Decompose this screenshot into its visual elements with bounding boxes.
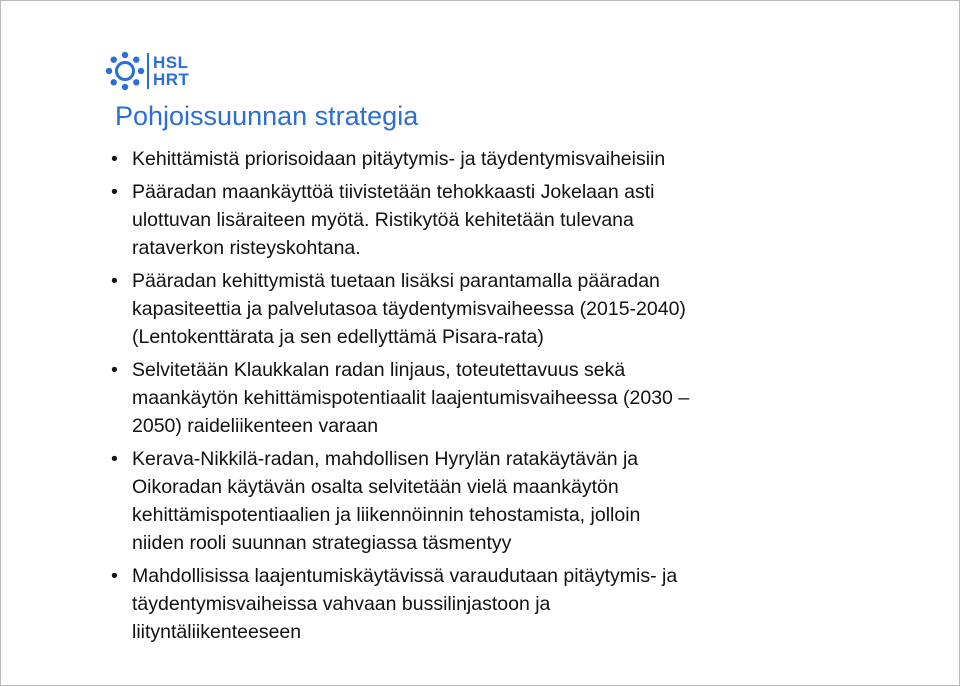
bullet-dot: •	[111, 148, 118, 170]
bullet-text-line: täydentymisvaiheissa vahvaan bussilinjastoon ja	[132, 593, 551, 615]
bullet-text-line: (Lentokenttärata ja sen edellyttämä Pisara-rata)	[132, 326, 544, 348]
hsl-logo	[105, 51, 205, 91]
bullet-item	[109, 145, 929, 173]
hsl-sun-icon	[105, 51, 149, 91]
bullet-text-line: Oikoradan käytävän osalta selvitetään vielä maankäytön	[132, 476, 619, 498]
bullet-text-line: kapasiteettia ja palvelutasoa täydentymisvaiheessa (2015-2040)	[132, 298, 686, 320]
bullet-text-line: rataverkon risteyskohtana.	[132, 237, 361, 259]
bullet-item	[109, 562, 929, 646]
bullet-text-line: kehittämispotentiaalien ja liikennöinnin tehostamista, jolloin	[132, 504, 641, 526]
bullet-text-line: maankäytön kehittämispotentiaalit laajentumisvaiheessa (2030 –	[132, 387, 690, 409]
bullet-item	[109, 178, 929, 262]
bullet-text-line: Pääradan kehittymistä tuetaan lisäksi parantamalla pääradan	[132, 270, 660, 292]
slide-title: Pohjoissuunnan strategia	[115, 101, 419, 131]
bullet-dot: •	[111, 270, 118, 292]
bullet-text-line: Mahdollisissa laajentumiskäytävissä varaudutaan pitäytymis- ja	[132, 565, 678, 587]
bullet-text-line: liityntäliikenteeseen	[132, 621, 302, 643]
bullet-text-line: Pääradan maankäyttöä tiivistetään tehokkaasti Jokelaan asti	[132, 181, 655, 203]
bullet-item	[109, 267, 929, 351]
bullet-list	[109, 145, 929, 651]
logo-text-line2: HRT	[153, 70, 190, 89]
bullet-dot: •	[111, 448, 118, 470]
bullet-dot: •	[111, 565, 118, 587]
bullet-text-line: Selvitetään Klaukkalan radan linjaus, toteutettavuus sekä	[132, 359, 626, 381]
bullet-text-line: Kerava-Nikkilä-radan, mahdollisen Hyrylän ratakäytävän ja	[132, 448, 639, 470]
bullet-dot: •	[111, 181, 118, 203]
bullet-text-line: Kehittämistä priorisoidaan pitäytymis- ja täydentymisvaiheisiin	[132, 148, 666, 170]
bullet-text-line: niiden rooli suunnan strategiassa täsmentyy	[132, 532, 512, 554]
bullet-text-line: 2050) raideliikenteen varaan	[132, 415, 379, 437]
logo-text	[153, 54, 189, 88]
bullet-item	[109, 356, 929, 440]
bullet-dot: •	[111, 359, 118, 381]
bullet-text-line: ulottuvan lisäraiteen myötä. Ristikytöä kehitetään tulevana	[132, 209, 634, 231]
logo-text-line1: HSL	[153, 53, 189, 72]
bullet-item	[109, 445, 929, 557]
